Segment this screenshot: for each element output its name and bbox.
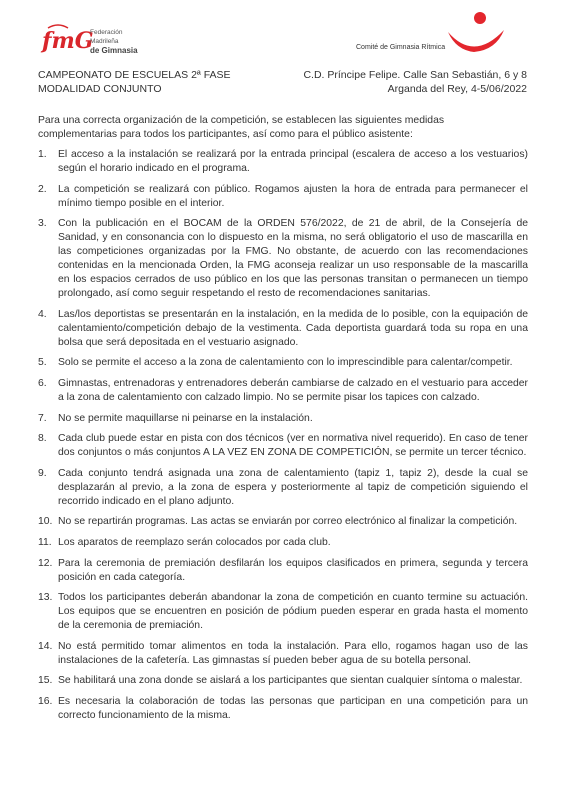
- rule-item: 5. Solo se permite el acceso a la zona de calentamiento con lo imprescindible para calentar/competir.: [38, 357, 513, 369]
- rule-item: 3. Con la publicación en el BOCAM de la ORDEN 576/2022, de 21 de abril, de la Consejería de Sanidad, y en consonancia con lo dispuesto en la misma, no será obligatorio el uso de mascarilla en las competiciones organizadas por la FMG. No obstante, de acuerdo con las recomendaciones contenidas en la mencionada Orden, la FMG aconseja realizar un uso responsable de la mascarilla en los espacios cerrados de uso público en los que las personas transitan o permanecen un tiempo prolongado, así como seguir respetando el resto de recomendaciones sanitarias.: [38, 218, 528, 300]
- intro-paragraph: Para una correcta organización de la competición, se establecen las siguientes medidas complementarias para todos los participantes, así como para el público asistente:: [38, 115, 445, 140]
- rule-item: 8. Cada club puede estar en pista con dos técnicos (ver en normativa nivel requerido). En caso de tener dos conjuntos o más conjuntos A LA VEZ EN ZONA DE COMPETICIÓN, se permite un tercer técnico.: [38, 433, 528, 459]
- rule-item: 1. El acceso a la instalación se realizará por la entrada principal (escalera de acceso a los vestuarios) según el horario indicado en el programa.: [38, 149, 528, 174]
- rules-list: [38, 148, 528, 730]
- rule-item: 14. No está permitido tomar alimentos en toda la instalación. Para ello, rogamos hagan uso de las instalaciones de la cafetería. Las gimnastas sí pueden beber agua de su botella personal.: [38, 640, 528, 666]
- committee-name: Comité de Gimnasia Rítmica: [356, 44, 446, 51]
- rule-item: 13. Todos los participantes deberán abandonar la zona de competición en cuanto termine su actuación. Los equipos que se encuentren en posición de pódium pueden esperar en grada hasta el momento de la ceremonia de premiación.: [38, 592, 528, 632]
- rule-item: 15. Se habilitará una zona donde se aislará a los participantes que sientan cualquier síntoma o malestar.: [38, 675, 523, 687]
- rule-item: 4. Las/los deportistas se presentarán en la instalación, en la medida de lo posible, con la equipación de calentamiento/competición debajo de la vestimenta. Cada deportista guardará toda su ropa en una bolsa que será depositada en el vestuario asignado.: [38, 308, 528, 348]
- federation-name: Federación Madrileña de Gimnasia: [90, 29, 138, 55]
- venue-info: C.D. Príncipe Felipe. Calle San Sebastián, 6 y 8 Arganda del Rey, 4-5/06/2022: [303, 69, 527, 95]
- rule-item: 9. Cada conjunto tendrá asignada una zona de calentamiento (tapiz 1, tapiz 2), desde la cual se desplazarán al previo, a la zona de espera y posteriormente al tapiz de competición siguiendo el recorrido indicado en el plano adjunto.: [38, 467, 528, 507]
- svg-text:fmG: fmG: [42, 28, 94, 54]
- rule-item: 11. Los aparatos de reemplazo serán colocados por cada club.: [38, 536, 331, 548]
- rule-item: 12. Para la ceremonia de premiación desfilarán los equipos clasificados en primera, segunda y tercera posición en cada categoría.: [38, 557, 528, 583]
- rule-item: 2. La competición se realizará con público. Rogamos ajusten la hora de entrada para permanecer el mínimo tiempo posible en el interior.: [38, 183, 528, 209]
- rhythmic-gymnastics-logo-icon: [440, 10, 510, 58]
- fmg-logo-mark-icon: [40, 22, 94, 56]
- rule-item: 10. No se repartirán programas. Las actas se enviarán por correo electrónico al finalizar la competición.: [38, 516, 518, 528]
- rule-item: 7. No se permite maquillarse ni peinarse en la instalación.: [38, 412, 313, 424]
- fmg-logo: [40, 22, 150, 58]
- event-title: CAMPEONATO DE ESCUELAS 2ª FASE MODALIDAD CONJUNTO: [38, 69, 231, 95]
- rule-item: 6. Gimnastas, entrenadoras y entrenadores deberán cambiarse de calzado en el vestuario para acceder a la zona de calentamiento con calzado limpio. No se permite pisar los tapices con calzado.: [38, 377, 528, 403]
- rule-item: 16. Es necesaria la colaboración de todas las personas que participan en una competición para un correcto funcionamiento de la misma.: [38, 695, 528, 721]
